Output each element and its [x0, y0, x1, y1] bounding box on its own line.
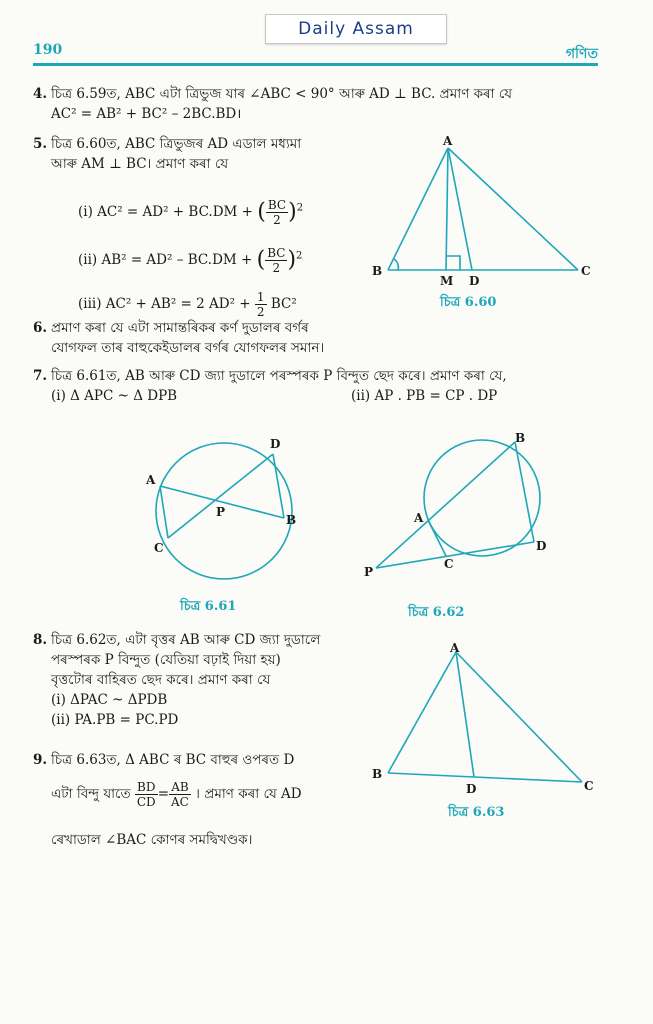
chord-cd [168, 454, 273, 538]
label-d: D [469, 274, 480, 288]
question-8 [33, 630, 373, 730]
q6-line1: প্ৰমাণ কৰা যে এটা সামান্তৰিকৰ কৰ্ণ দুডালৰ বৰ্গৰ [51, 320, 309, 336]
segment-db [273, 454, 284, 518]
q5-iii-tail: BC² [270, 296, 297, 312]
altitude-am [446, 148, 448, 270]
label-d: D [536, 539, 547, 553]
figure-6-63 [370, 640, 600, 800]
segment-ac [428, 520, 446, 556]
caption-6-63: চিত্ৰ 6.63 [448, 805, 505, 820]
q5-iii-text: (iii) AC² + AB² = 2 AD² + [78, 296, 251, 312]
question-number: 8. [33, 632, 48, 648]
label-a: A [450, 641, 460, 655]
q8-line2: পৰস্পৰক P বিন্দুত (যেতিয়া বঢ়াই দিয়া হয়) [51, 652, 281, 668]
q5-line2: আৰু AM ⊥ BC। প্ৰমাণ কৰা যে [51, 156, 229, 172]
fraction-ab-ac: $\frac{AB}{AC}$ [171, 780, 189, 809]
label-a: A [443, 134, 453, 148]
side-ac [456, 652, 582, 782]
label-p: P [216, 505, 226, 519]
q9-line1: চিত্ৰ 6.63ত, Δ ABC ৰ BC বাহুৰ ওপৰত D [51, 752, 295, 768]
label-b: B [372, 767, 383, 781]
subject-title: গণিত [565, 46, 598, 62]
fraction: $\frac{BC}{2}$ [267, 246, 286, 275]
figure-6-60 [370, 132, 600, 292]
label-m: M [440, 274, 454, 288]
label-d: D [270, 437, 281, 451]
q5-part-ii: (ii) AB² = AD² – BC.DM + ( $\frac{BC}{2}$ )$^2$ [78, 246, 303, 275]
watermark-label: Daily Assam [265, 14, 447, 44]
q7-part-ii: (ii) AP . PB = CP . DP [351, 388, 498, 404]
q8-line3: বৃত্তটোৰ বাহিৰত ছেদ কৰে। প্ৰমাণ কৰা যে [51, 672, 271, 688]
side-ac [448, 148, 578, 270]
q7-part-i: (i) Δ APC ~ Δ DPB [51, 388, 178, 404]
caption-6-62: চিত্ৰ 6.62 [408, 605, 465, 620]
segment-bd [515, 442, 534, 542]
q4-line2: AC² = AB² + BC² – 2BC.BD। [51, 106, 242, 122]
page-number: 190 [33, 42, 63, 58]
label-c: C [581, 264, 591, 278]
bisector-ad [456, 652, 474, 777]
q9-line3: ৰেখাডাল ∠BAC কোণৰ সমদ্বিখণ্ডক। [51, 832, 253, 848]
label-d: D [466, 782, 477, 796]
question-number: 4. [33, 86, 48, 102]
question-7 [33, 366, 623, 406]
q5-part-i: (i) AC² = AD² + BC.DM + ( $\frac{BC}{2}$ )$^2$ [78, 198, 304, 227]
question-number: 5. [33, 136, 48, 152]
segment-ac [160, 486, 168, 538]
angle-mark-b [394, 259, 398, 270]
question-6 [33, 318, 623, 358]
q8-part-i: (i) ΔPAC ~ ΔPDB [51, 692, 168, 708]
fraction: $\frac{BC}{2}$ [267, 198, 287, 227]
q5-part-iii [78, 290, 297, 319]
caption-6-61: চিত্ৰ 6.61 [180, 599, 237, 614]
label-a: A [414, 511, 424, 525]
side-bc [388, 773, 582, 782]
question-number: 6. [33, 320, 48, 336]
q7-line1: চিত্ৰ 6.61ত, AB আৰু CD জ্যা দুডালে পৰস্পৰক P বিন্দুত ছেদ কৰে। প্ৰমাণ কৰা যে, [51, 368, 507, 384]
figure-6-61 [140, 428, 310, 593]
question-9 [33, 750, 373, 770]
question-number: 7. [33, 368, 48, 384]
label-c: C [584, 779, 594, 793]
label-c: C [444, 557, 454, 571]
q5-ii-text: (ii) AB² = AD² – BC.DM + [78, 252, 253, 268]
figure-6-62 [362, 430, 562, 580]
q4-line1: চিত্ৰ 6.59ত, ABC এটা ত্ৰিভুজ যাৰ ∠ABC < 90° আৰু AD ⊥ BC. প্ৰমাণ কৰা যে [51, 86, 513, 102]
question-number: 9. [33, 752, 48, 768]
q8-part-ii: (ii) PA.PB = PC.PD [51, 712, 179, 728]
q8-line1: চিত্ৰ 6.62ত, এটা বৃত্তৰ AB আৰু CD জ্যা দুডালে [51, 632, 321, 648]
side-ab [388, 148, 448, 270]
label-p: P [364, 565, 374, 579]
label-a: A [146, 473, 156, 487]
q9-line2: এটা বিন্দু যাতে $\frac{BD}{CD}$ = $\frac{AB}{AC}$ । প্ৰমাণ কৰা যে AD [51, 780, 302, 809]
header-rule [33, 63, 598, 66]
q6-line2: যোগফল তাৰ বাহুকেইডালৰ বৰ্গৰ যোগফলৰ সমান। [51, 340, 325, 356]
label-c: C [154, 541, 164, 555]
side-ab [388, 652, 456, 773]
label-b: B [286, 513, 297, 527]
fraction-bd-cd: $\frac{BD}{CD}$ [136, 780, 156, 809]
q5-i-text: (i) AC² = AD² + BC.DM + [78, 204, 253, 220]
label-b: B [515, 431, 526, 445]
q5-line1: চিত্ৰ 6.60ত, ABC ত্ৰিভুজৰ AD এডাল মধ্যমা [51, 136, 302, 152]
circle [424, 440, 540, 556]
fraction: $\frac{1}{2}$ [256, 290, 265, 319]
label-b: B [372, 264, 383, 278]
question-5 [33, 134, 363, 174]
caption-6-60: চিত্ৰ 6.60 [440, 295, 497, 310]
right-angle-mark [446, 256, 460, 270]
question-4 [33, 84, 623, 124]
